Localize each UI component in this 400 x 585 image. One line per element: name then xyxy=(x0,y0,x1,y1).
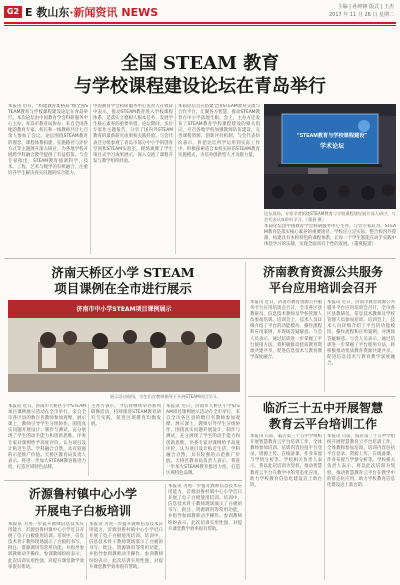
section-title xyxy=(25,4,158,20)
section-name: 新闻资讯 xyxy=(73,6,118,19)
linyi-article-col2: 本报讯 为进一步提升教师信息技术应用能力，沂源县鲁村镇中心小学近日开展了电子白板使用培训。培训中，信息技术骨干教师现场演示了白板的书写、批注、资源调用等常用功能，并指导参训教师动手操作。参训教师纷纷表示，此次培训实用性强，对提升课堂教学效率很有帮助。 xyxy=(89,522,163,570)
main-article-col2: 中国教育学会科研服务中心负责人在致辞中表示，推动STEAM教育进入学校课程体系，是落实立德树人根本任务、发展学生核心素养的重要举措。论坛期间，多位专家作主题报告，分享了国内外STEAM教育的最新研究成果和实践经验。与会代表还分组参观了青岛市部分中小学的创客空间和STEAM实验室，现场观摩了学生项目式学习成果展示，深入交流了课程开发与教学组织经验。 xyxy=(93,104,173,164)
header-rule-thin xyxy=(4,25,396,26)
section-divider xyxy=(4,258,396,259)
tianqiao-headline-line1: 济南天桥区小学 STEAM xyxy=(51,265,195,280)
smart-headline-line2: 教育云平台培训工作 xyxy=(268,417,377,431)
resource-headline-line2: 平台应用培训会召开 xyxy=(268,281,377,295)
section-divider xyxy=(248,396,396,397)
resource-article-col1: 本报讯 近日，济南市教育资源公共服务平台应用培训会召开，全市各区县教研员、信息技术教师及学校管理人员参加培训。培训会上，技术人员详细介绍了平台的功能模块、操作流程和应用案例，并现场答疑解惑。与会人员表示，通过培训进一步掌握了平台使用方法，将积极推动优质教育资源共建共享，促进信息技术与教育教学深度融合。 xyxy=(250,300,322,360)
resource-article-col2: 本报讯 近日，济南市教育资源公共服务平台应用培训会召开，全市各区县教研员、信息技术教师及学校管理人员参加培训。培训会上，技术人员详细介绍了平台的功能模块、操作流程和应用案例，并现场答疑解惑。与会人员表示，通过培训进一步掌握了平台使用方法，将积极推动优质教育资源共建共享，促进信息技术与教育教学深度融合。 xyxy=(327,300,395,366)
linyi-article-col1: 本报讯 为进一步提升教师信息技术应用能力，沂源县鲁村镇中心小学近日开展了电子白板使用培训。培训中，信息技术骨干教师现场演示了白板的书写、批注、资源调用等常用功能，并指导参训教师动手操作。参训教师纷纷表示，此次培训实用性强，对提升课堂教学效率很有帮助。 xyxy=(8,522,84,570)
column-divider xyxy=(90,104,91,254)
classroom-scene-image xyxy=(8,300,240,392)
column-divider xyxy=(324,300,325,392)
main-article-col3: 本届论坛旨在搭建全国STEAM教育交流与合作平台，汇聚各方智慧，推动STEAM教育在中小学落地生根。会上，主办方还发布了STEAM教育学校课程建设的相关倡议，号召各地学校加强教师队伍建设，完善课程资源，创新评价机制。与会代表纷纷表示，将把论坛所学运用到实际工作中，积极探索适合本校实际的STEAM教育实施模式，为培养创新型人才贡献力量。 xyxy=(178,104,260,158)
smart-headline-line1: 临沂三十五中开展智慧 xyxy=(262,401,383,415)
right-column-text: 本届论坛由中国教育学会科研服务中心主办。与会专家认为，STEAM教育是落实核心素养的重要途径，学校应立足实际，整合校内外资源，构建具有本校特色的课程体系，让每一个学生都能在动手实践中体验学习的乐趣，实现全面而有个性的发展。（董燕报道） xyxy=(264,224,396,248)
smart-article-col2: 本报讯 日前，临沂第三十五中学组织开展智慧教育云平台培训工作，全体教师参加培训。培训内容包括平台登录、资源上传、在线备课、作业布置与学情分析等。学校相关负责人表示，将以此次培训为契机，推动智慧教育云平台在教学中的常态化应用，助力学校教育信息化建设迈上新台阶。 xyxy=(327,434,395,488)
resource-headline-line1: 济南教育资源公共服务 xyxy=(262,265,383,279)
section-prefix: E 教山东 xyxy=(25,6,70,19)
column-divider xyxy=(324,434,325,580)
slide-title: "STEAM教育与学校课程建设" xyxy=(297,133,367,139)
page-number-badge: G2 xyxy=(4,6,22,18)
linyi-article-col3: 本报讯 为进一步提升教师信息技术应用能力，沂源县鲁村镇中心小学近日开展了电子白板使用培训。培训中，信息技术骨干教师现场演示了白板的书写、批注、资源调用等常用功能，并指导参训教师动手操作。参训教师纷纷表示，此次培训实用性强，对提升课堂教学效率很有帮助。 xyxy=(168,484,242,532)
main-headline-line1: 全国 STEAM 教育 xyxy=(120,53,280,74)
section-separator: · xyxy=(69,6,74,19)
header-meta xyxy=(284,3,394,19)
editor-line: 主编 | 孙钟锋 版式 | 王杰 xyxy=(337,4,394,10)
smart-article-col1: 本报讯 日前，临沂第三十五中学组织开展智慧教育云平台培训工作，全体教师参加培训。培训内容包括平台登录、资源上传、在线备课、作业布置与学情分析等。学校相关负责人表示，将以此次培训为契机，推动智慧教育云平台在教学中的常态化应用，助力学校教育信息化建设迈上新台阶。 xyxy=(250,434,322,488)
tianqiao-photo-caption: 展示活动现场，学生们在教师指导下开展STEAM项目学习。 xyxy=(110,394,221,399)
section-english: NEWS xyxy=(121,6,159,19)
slide-subtitle: 学术论坛 xyxy=(319,144,344,150)
tianqiao-headline-line2: 项目课例在全市进行展示 xyxy=(54,281,192,296)
tianqiao-photo xyxy=(8,300,240,392)
main-article-col1: 本报讯 近日，"构建教育新格局"暨全国STEAM教育与学校课程建设论坛在青岛举行。本次论坛由中国教育学会科研服务中心主办，青岛市教育局协办，来自全国各地的教育专家、校长和一线教师共计七百余人参加了会议。论坛围绕STEAM教育的理念、课程体系构建、实施路径与评价方式等主题展开深入研讨，为各地学校开展跨学科融合教学提供了有益借鉴。与会专家指出，STEAM教育强调科学、技术、工程、艺术与数学的有机融合，注重培养学生解决真实问题的综合能力。 xyxy=(8,104,88,177)
section-divider xyxy=(4,480,242,481)
column-divider xyxy=(175,104,176,254)
column-divider xyxy=(165,484,166,580)
header-rule xyxy=(4,22,396,24)
main-headline-line2: 与学校课程建设论坛在青岛举行 xyxy=(74,76,326,97)
tianqiao-article-text: 本报讯 近日，济南市天桥区小学STEAM项目课例展示活动在全市举行，来自全市各区县的数百名教师参加观摩。展示课上，教师引导学生分组协作，围绕真实问题开展设计、制作与测试，充分展现了学生的动手能力和创新思维。评委专家对课例给予高度评价，认为项目设计贴近生活、学科融合自然，具有较强的示范推广价值。天桥区教育局负责人表示，将进一步加大STEAM教育推进力度，打造区域特色品牌。 xyxy=(8,404,86,470)
forum-scene-image xyxy=(264,104,396,209)
date-line: 2017 年 11 月 26 日 星期二 xyxy=(329,12,394,18)
column-divider xyxy=(88,404,89,476)
vertical-section-divider xyxy=(245,262,246,580)
column-divider xyxy=(86,522,87,580)
classroom-banner: 济南市中小学STEAM项目课例展示 xyxy=(76,306,172,313)
linyi-headline-line1: 沂源鲁村镇中心小学 xyxy=(28,487,137,501)
main-article-continued: 主办方表示，今后将继续举办系列研修活动，持续推进STEAM教育研究与实践，促进区域教育均衡发展。 xyxy=(91,404,161,428)
main-photo-caption: 论坛现场，专家学者围绕STEAM教育与学校课程建设展开深入研讨，与会代表认真聆听学习。（董燕 摄） xyxy=(264,211,396,222)
linyi-headline-line2: 开展电子白板培训 xyxy=(34,504,131,518)
tianqiao-article-continued: 本报讯 近日，济南市天桥区小学STEAM项目课例展示活动在全市举行，来自全市各区县的数百名教师参加观摩。展示课上，教师引导学生分组协作，围绕真实问题开展设计、制作与测试，充分展现了学生的动手能力和创新思维。评委专家对课例给予高度评价，认为项目设计贴近生活、学科融合自然，具有较强的示范推广价值。天桥区教育局负责人表示，将进一步加大STEAM教育推进力度，打造区域特色品牌。 xyxy=(166,404,240,476)
column-divider xyxy=(163,404,164,476)
main-article-photo xyxy=(264,104,396,209)
